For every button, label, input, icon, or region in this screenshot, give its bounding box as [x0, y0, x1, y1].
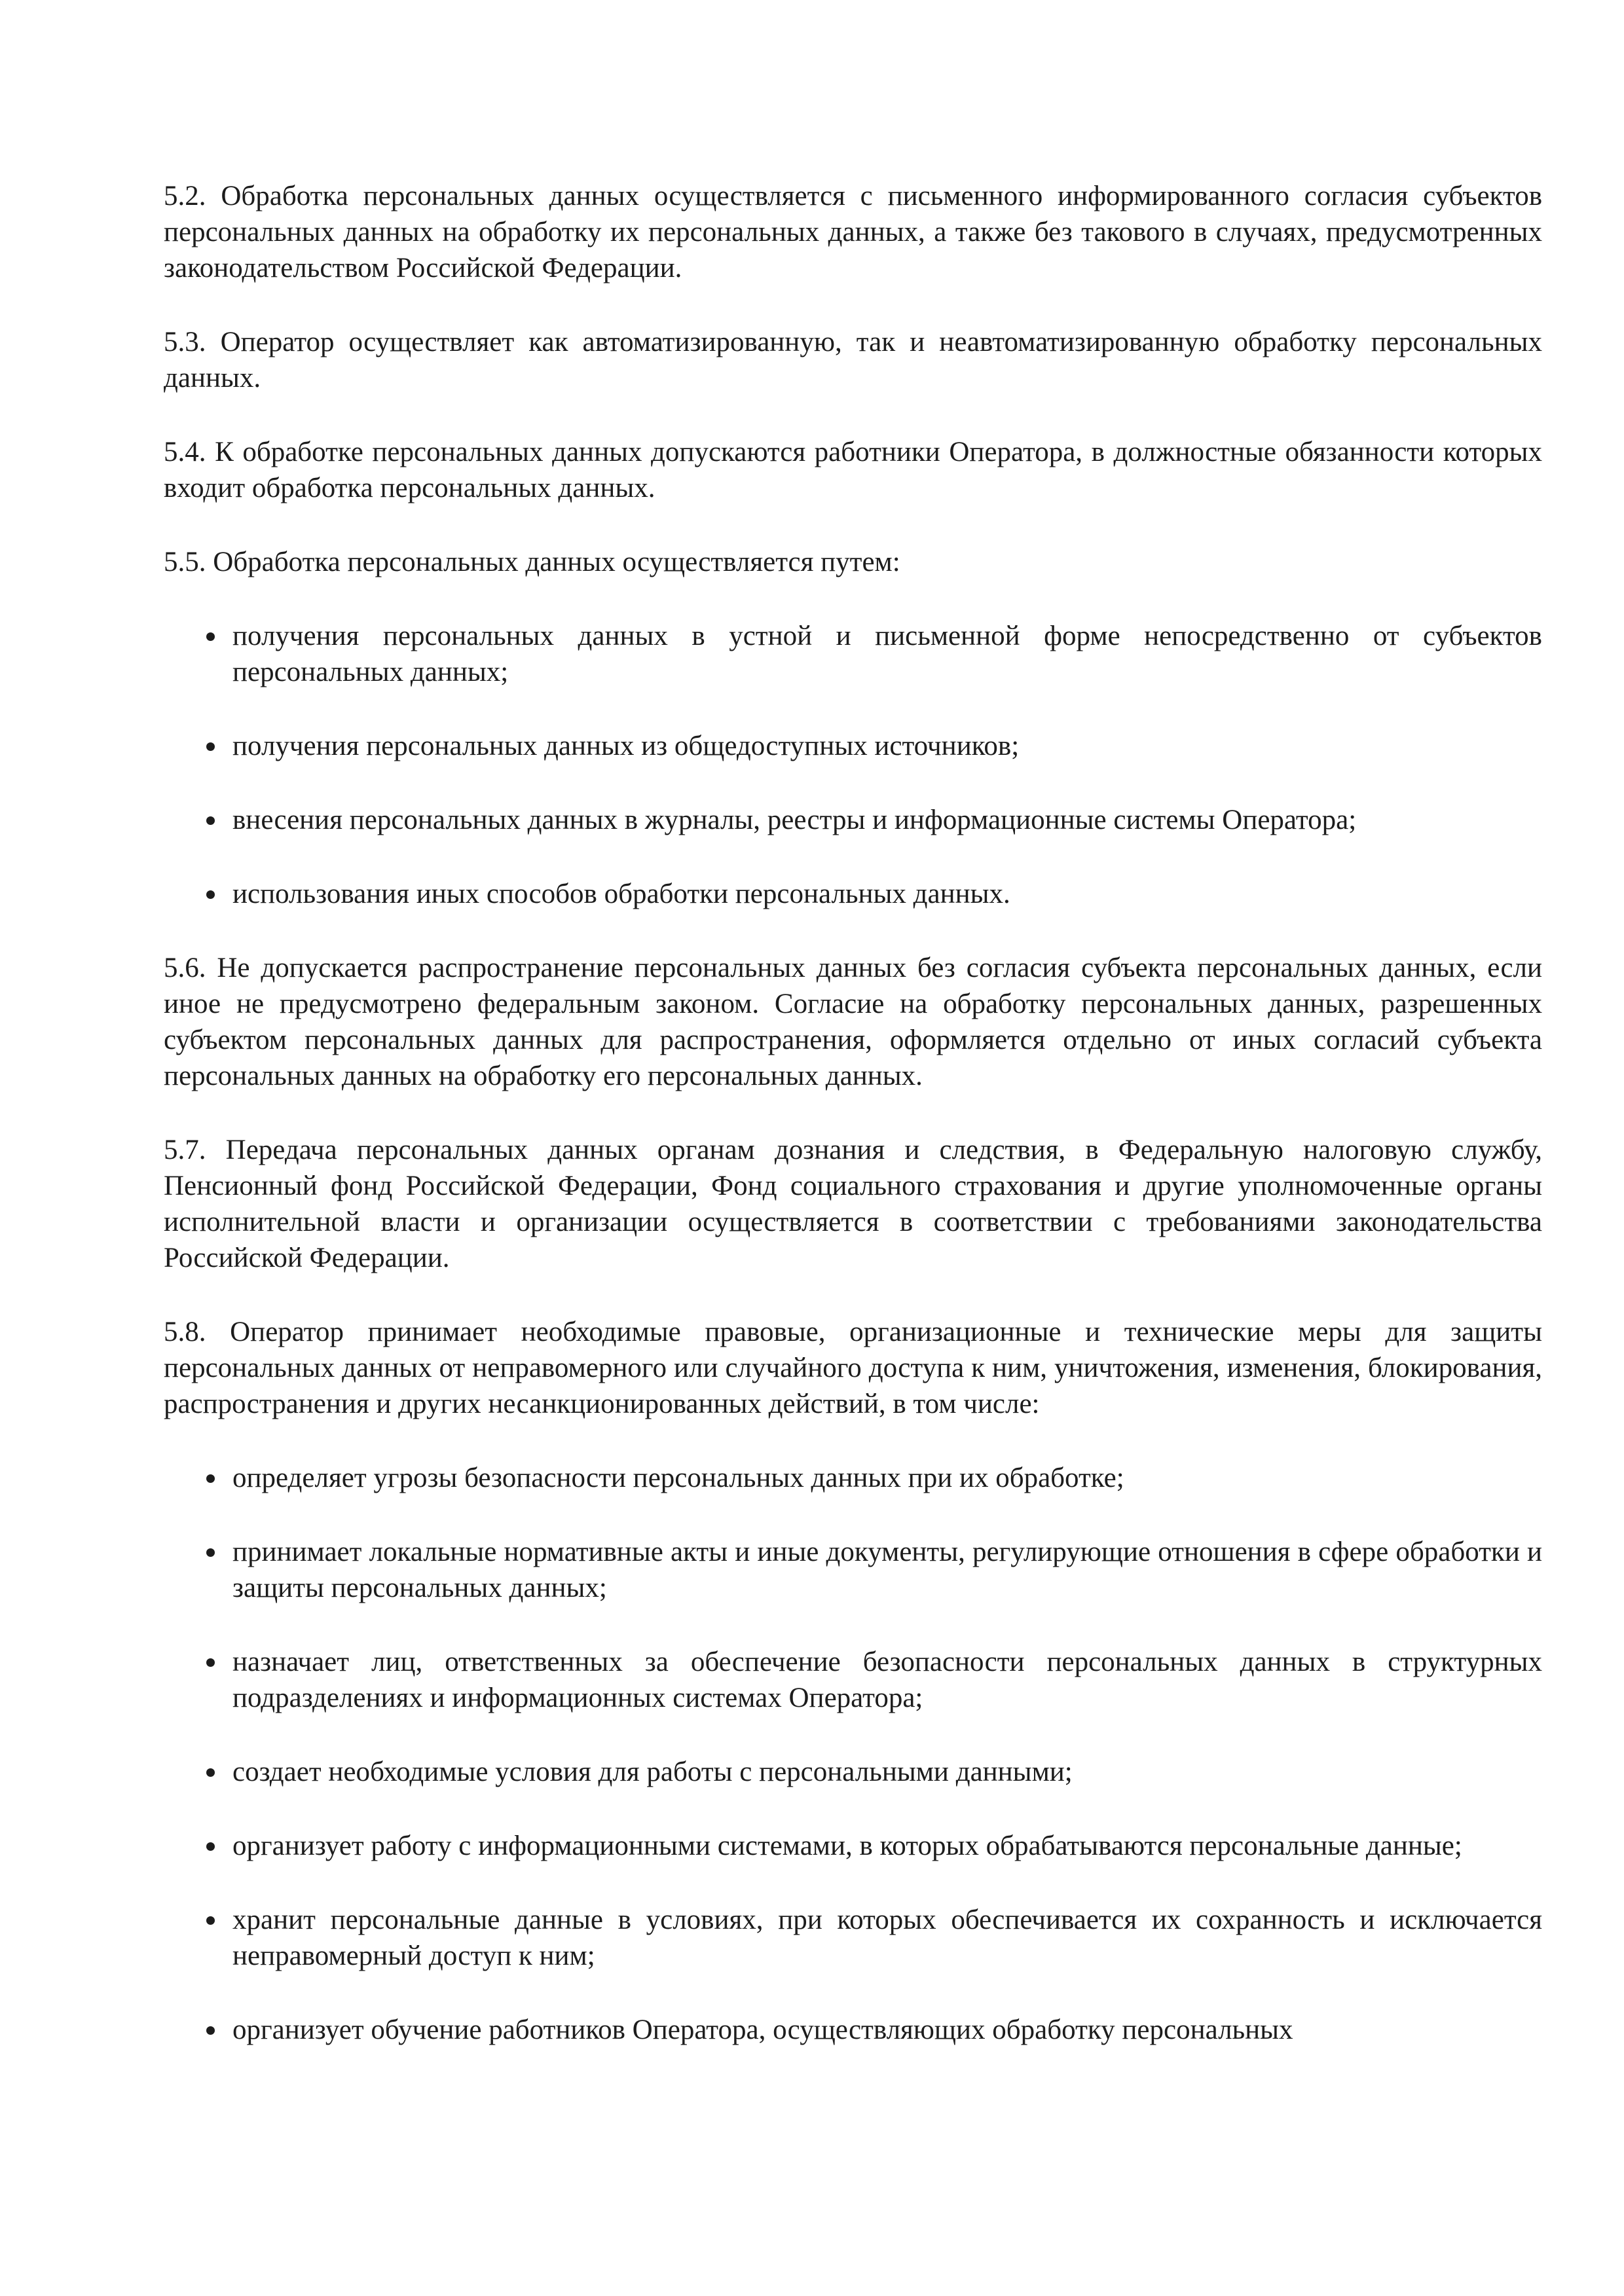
- list-item-text: внесения персональных данных в журналы, реестры и информационные системы Оператора;: [232, 805, 1357, 835]
- list-item: [164, 1754, 1542, 1790]
- list-item: [164, 1460, 1542, 1496]
- paragraph-5-4: 5.4. К обработке персональных данных допускаются работники Оператора, в должностные обязанности которых входит обработка персональных данных.: [164, 437, 1542, 503]
- list-item: [164, 728, 1542, 764]
- bullet-icon: [206, 632, 215, 641]
- list-item-text: принимает локальные нормативные акты и иные документы, регулирующие отношения в сфере обработки и защиты персональных данных;: [232, 1537, 1542, 1603]
- bullet-icon: [206, 1548, 215, 1557]
- list-item-text: организует работу с информационными системами, в которых обрабатываются персональные данные;: [232, 1831, 1462, 1861]
- paragraph-5-5: 5.5. Обработка персональных данных осуществляется путем:: [164, 547, 900, 577]
- list-item-text: определяет угрозы безопасности персональных данных при их обработке;: [232, 1463, 1124, 1493]
- paragraph-5-8: 5.8. Оператор принимает необходимые правовые, организационные и технические меры для защиты персональных данных от неправомерного или случайного доступа к ним, уничтожения, изменения, блокирования, распространения и других несанкционированных действий, в том числе:: [164, 1317, 1542, 1419]
- paragraph-5-3: 5.3. Оператор осуществляет как автоматизированную, так и неавтоматизированную обработку персональных данных.: [164, 327, 1542, 393]
- list-item: [164, 1902, 1542, 1974]
- bullet-icon: [206, 1768, 215, 1777]
- paragraph-5-7: 5.7. Передача персональных данных органам дознания и следствия, в Федеральную налоговую службу, Пенсионный фонд Российской Федерации, Фонд социального страхования и другие уполномоченные органы исполнительной власти и организации осуществляется в соответствии с требованиями законодательства Российской Федерации.: [164, 1135, 1542, 1273]
- list-item: [164, 802, 1542, 838]
- list-item: [164, 1534, 1542, 1606]
- list-item-text: хранит персональные данные в условиях, при которых обеспечивается их сохранность и исключается неправомерный доступ к ним;: [232, 1904, 1542, 1971]
- list-item: [164, 618, 1542, 690]
- bullet-icon: [206, 1842, 215, 1851]
- paragraph-5-2: 5.2. Обработка персональных данных осуществляется с письменного информированного согласия субъектов персональных данных на обработку их персональных данных, а также без такового в случаях, предусмотренных законодательством Российской Федерации.: [164, 181, 1542, 283]
- list-item: [164, 1828, 1542, 1864]
- bullet-icon: [206, 742, 215, 751]
- list-item-text: назначает лиц, ответственных за обеспечение безопасности персональных данных в структурных подразделениях и информационных системах Оператора;: [232, 1647, 1542, 1713]
- bullet-icon: [206, 1916, 215, 1925]
- list-item: [164, 876, 1542, 912]
- list-5-8: [164, 1460, 1542, 2048]
- list-item: [164, 1644, 1542, 1716]
- list-item-text: использования иных способов обработки персональных данных.: [232, 879, 1010, 909]
- list-item: [164, 2012, 1542, 2048]
- paragraph-5-6: 5.6. Не допускается распространение персональных данных без согласия субъекта персональных данных, если иное не предусмотрено федеральным законом. Согласие на обработку персональных данных, разрешенных субъектом персональных данных для распространения, оформляется отдельно от иных согласий субъекта персональных данных на обработку его персональных данных.: [164, 953, 1542, 1091]
- bullet-icon: [206, 890, 215, 899]
- list-item-text: получения персональных данных из общедоступных источников;: [232, 731, 1020, 761]
- list-item-text: организует обучение работников Оператора, осуществляющих обработку персональных: [232, 2014, 1293, 2045]
- bullet-icon: [206, 1474, 215, 1483]
- document-page: [164, 178, 1542, 2086]
- list-item-text: получения персональных данных в устной и письменной форме непосредственно от субъектов персональных данных;: [232, 621, 1542, 687]
- bullet-icon: [206, 2026, 215, 2035]
- bullet-icon: [206, 1658, 215, 1667]
- list-item-text: создает необходимые условия для работы с персональными данными;: [232, 1757, 1073, 1787]
- list-5-5: [164, 618, 1542, 912]
- bullet-icon: [206, 816, 215, 825]
